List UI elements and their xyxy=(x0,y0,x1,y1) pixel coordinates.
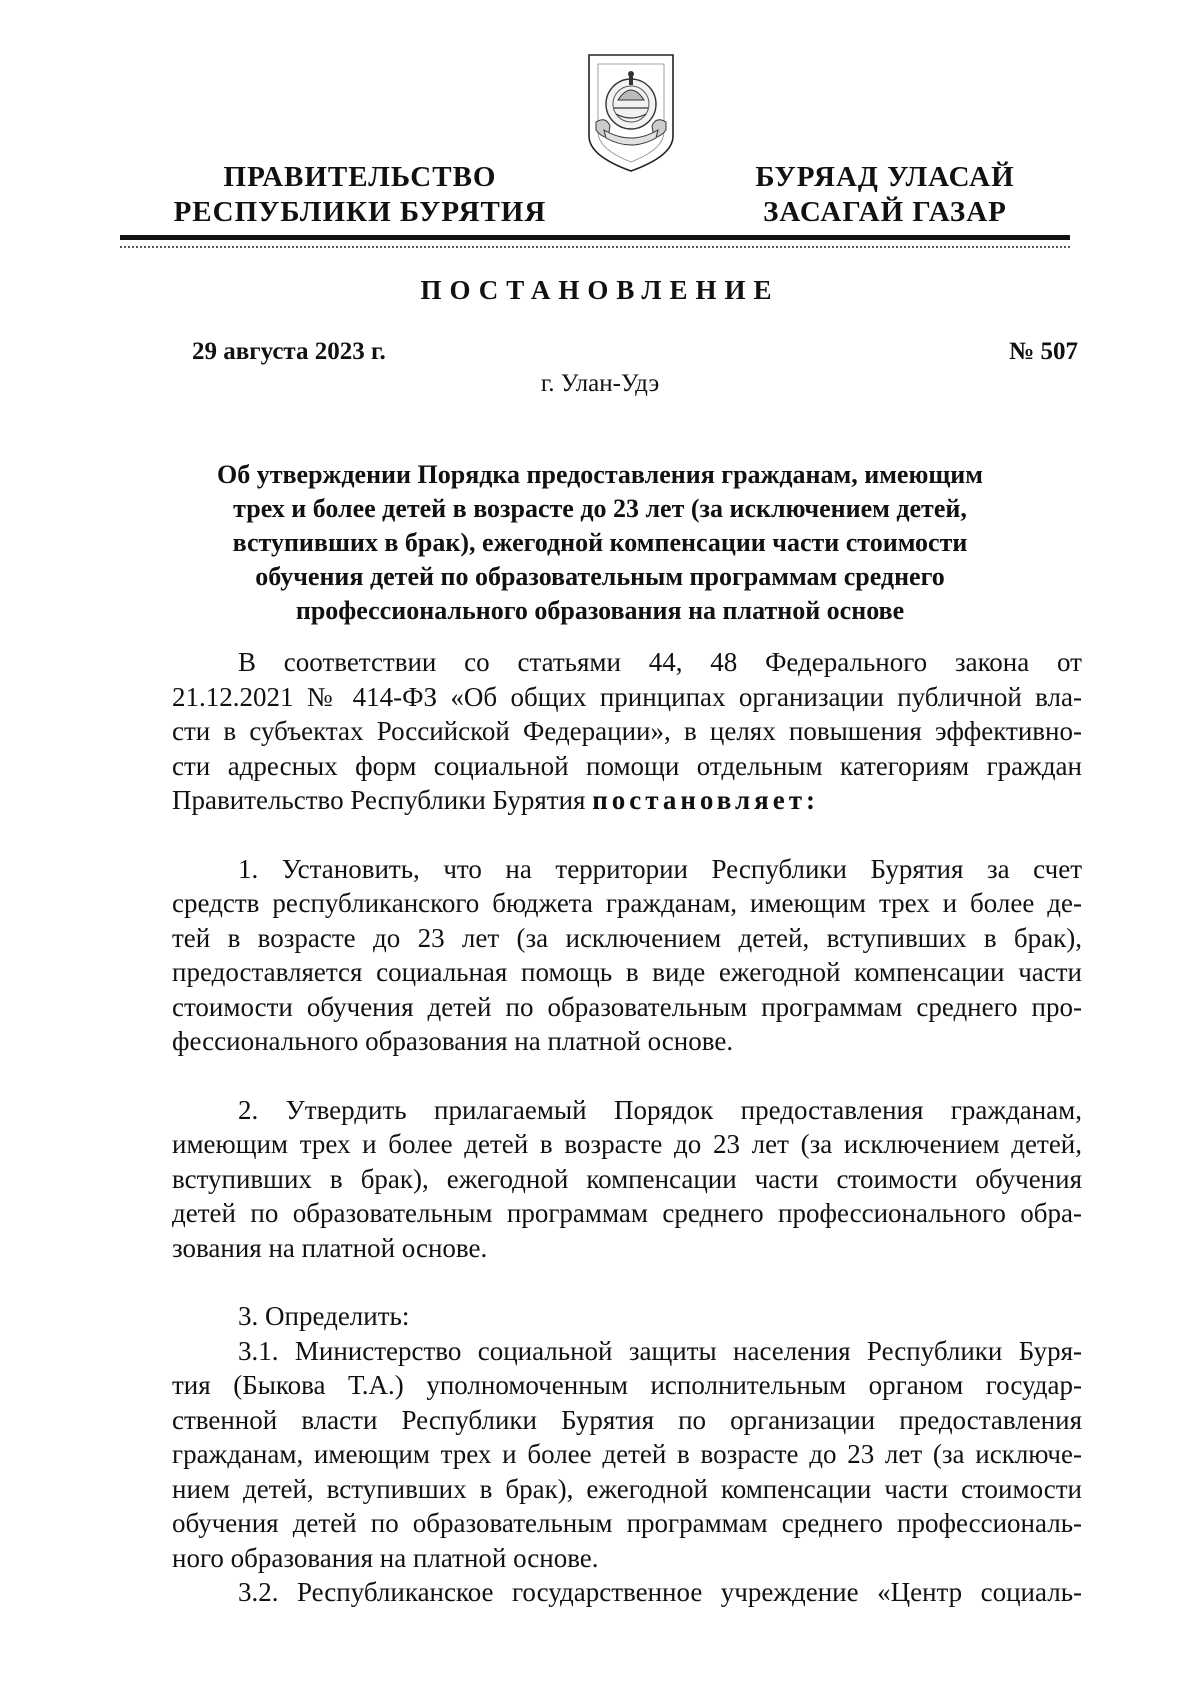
clause-3 xyxy=(172,1299,1082,1610)
text-line xyxy=(172,783,1082,818)
text-line: 1. Установить, что на территории Республики Бурятия за счет xyxy=(238,853,1082,884)
text-line: вступивших в брак), ежегодной компенсации части стоимости обучения xyxy=(172,1163,1082,1194)
document-body xyxy=(172,645,1082,1610)
document-city: г. Улан-Удэ xyxy=(540,370,660,397)
title-line: обучения детей по образовательным программам среднего xyxy=(255,562,945,591)
text-line: тия (Быкова Т.А.) уполномоченным исполнительным органом государ- xyxy=(172,1370,1082,1400)
preamble-last-text: Правительство Республики Бурятия xyxy=(172,785,593,815)
title-line: вступивших в брак), ежегодной компенсации части стоимости xyxy=(232,528,968,557)
text-line: тей в возрасте до 23 лет (за исключением детей, вступивших в брак), xyxy=(172,922,1082,953)
preamble-paragraph xyxy=(172,645,1082,818)
document-type: ПОСТАНОВЛЕНИЕ xyxy=(420,275,780,305)
text-line: детей по образовательным программам среднего профессионального обра- xyxy=(172,1198,1082,1228)
text-line: имеющим трех и более детей в возрасте до 23 лет (за исключением детей, xyxy=(172,1129,1082,1159)
government-name-line: ЗАСАГАЙ ГАЗАР xyxy=(763,196,1007,228)
text-line: фессионального образования на платной основе. xyxy=(172,1026,734,1056)
document-date: 29 августа 2023 г. xyxy=(192,338,386,365)
title-line: Об утверждении Порядка предоставления гражданам, имеющим xyxy=(217,460,983,489)
document-number: № 507 xyxy=(1009,338,1078,365)
document-title xyxy=(160,458,1040,628)
text-line: средств республиканского бюджета гражданам, имеющим трех и более де- xyxy=(172,888,1082,918)
header-divider-dotted xyxy=(120,246,1070,248)
text-line: нием детей, вступивших в брак), ежегодной компенсации части стоимости xyxy=(172,1473,1082,1504)
text-line: 21.12.2021 № 414-ФЗ «Об общих принципах организации публичной вла- xyxy=(172,681,1082,712)
text-line: В соответствии со статьями 44, 48 Федерального закона от xyxy=(238,647,1082,677)
header-divider xyxy=(120,235,1070,240)
government-name-line: БУРЯАД УЛАСАЙ xyxy=(755,161,1015,193)
text-line: стоимости обучения детей по образовательным программам среднего про- xyxy=(172,991,1082,1022)
decree-word: постановляет: xyxy=(592,785,819,815)
text-line: гражданам, имеющим трех и более детей в возрасте до 23 лет (за исключе- xyxy=(172,1439,1082,1469)
government-name-line: ПРАВИТЕЛЬСТВО xyxy=(223,161,497,193)
title-line: профессионального образования на платной основе xyxy=(295,596,905,625)
text-line: 3.2. Республиканское государственное учреждение «Центр социаль- xyxy=(238,1577,1082,1607)
text-line: сти в субъектах Российской Федерации», в целях повышения эффективно- xyxy=(172,716,1082,746)
government-name-line: РЕСПУБЛИКИ БУРЯТИЯ xyxy=(173,196,547,228)
text-line: 3.1. Министерство социальной защиты населения Республики Буря- xyxy=(238,1335,1082,1366)
clause-1 xyxy=(172,852,1082,1059)
text-line: ного образования на платной основе. xyxy=(172,1542,599,1573)
text-line: ственной власти Республики Бурятия по организации предоставления xyxy=(172,1404,1082,1435)
text-line: предоставляется социальная помощь в виде ежегодной компенсации части xyxy=(172,957,1082,987)
text-line: 2. Утвердить прилагаемый Порядок предоставления гражданам, xyxy=(238,1094,1082,1125)
government-name-russian xyxy=(170,160,550,230)
government-name-buryat xyxy=(735,160,1035,230)
title-line: трех и более детей в возрасте до 23 лет (за исключением детей, xyxy=(233,494,967,523)
text-line: обучения детей по образовательным программам среднего профессиональ- xyxy=(172,1508,1082,1538)
coat-of-arms-icon xyxy=(586,52,676,174)
clause-3-heading: 3. Определить: xyxy=(238,1301,410,1331)
text-line: сти адресных форм социальной помощи отдельным категориям граждан xyxy=(172,750,1082,781)
clause-2 xyxy=(172,1093,1082,1266)
text-line: зования на платной основе. xyxy=(172,1232,488,1263)
